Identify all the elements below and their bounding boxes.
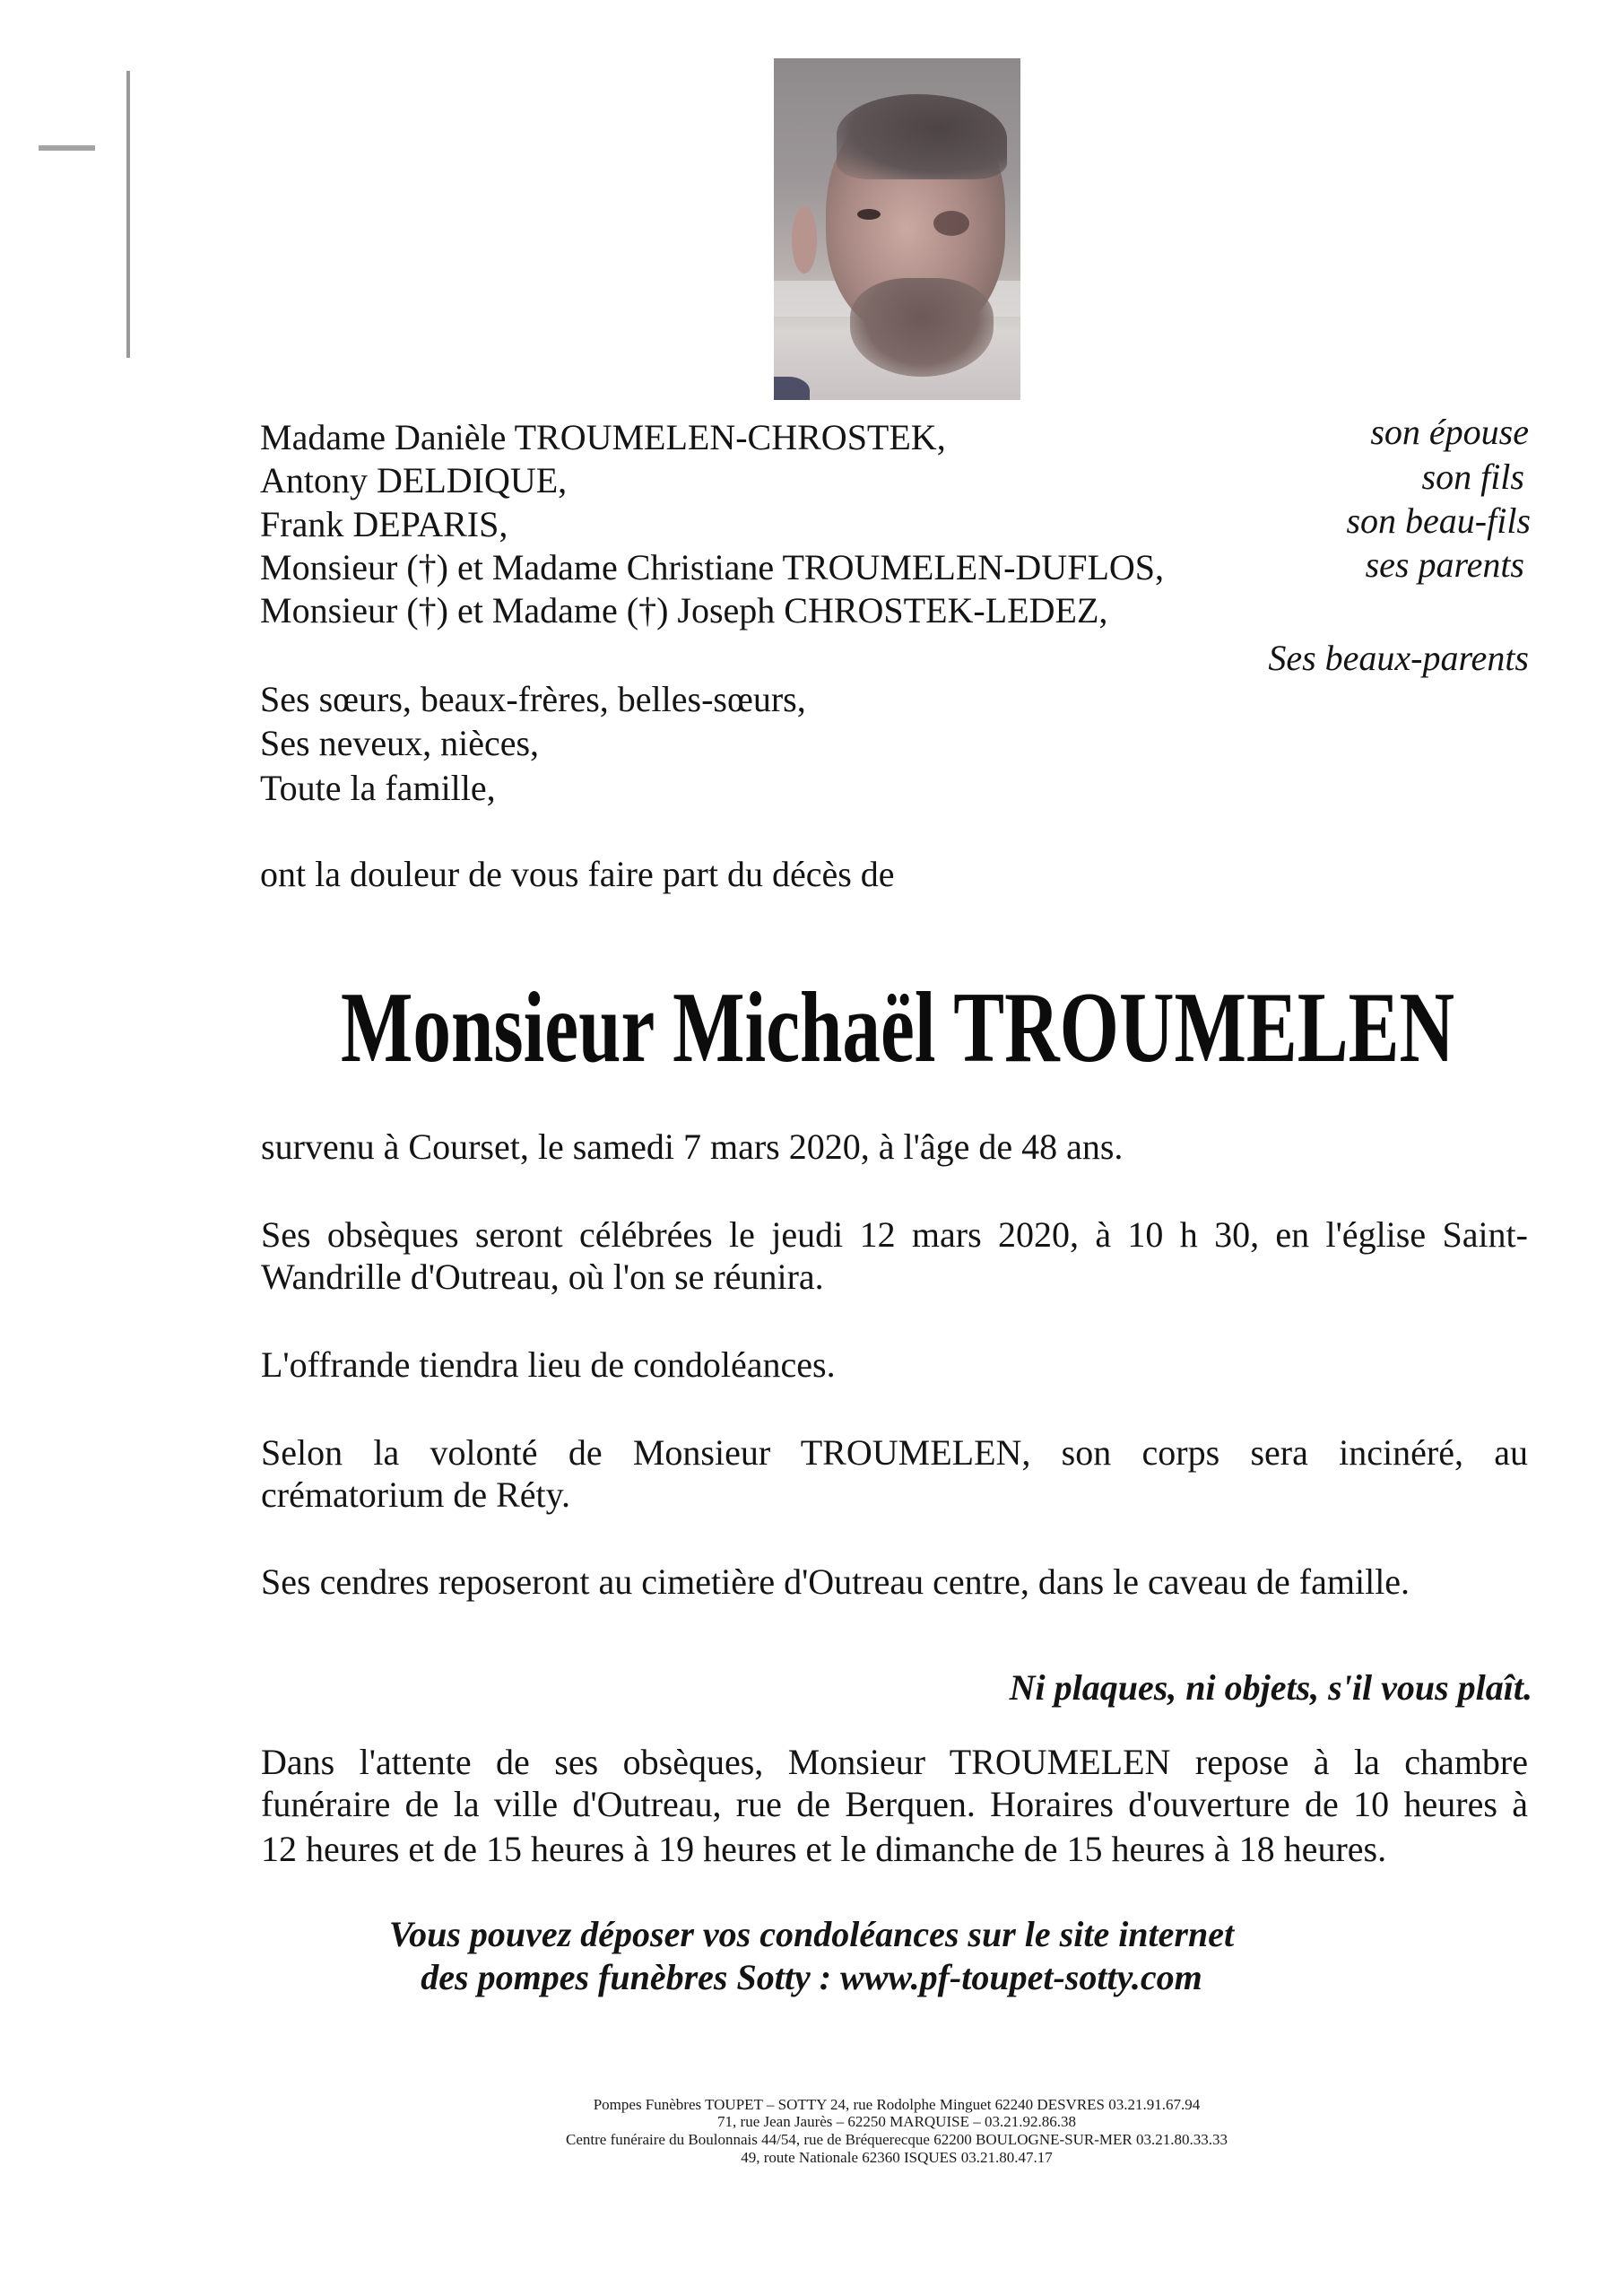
- family-member-name: Madame Danièle TROUMELEN-CHROSTEK,: [260, 417, 946, 457]
- ashes-paragraph: Ses cendres reposeront au cimetière d'Outreau centre, dans le caveau de famille.: [261, 1561, 1410, 1602]
- offering-paragraph: L'offrande tiendra lieu de condoléances.: [261, 1344, 836, 1385]
- extended-family-line: Ses neveux, nièces,: [260, 723, 540, 763]
- cross-vertical-bar: [126, 71, 130, 358]
- deceased-name: Monsieur Michaël TROUMELEN: [341, 972, 1454, 1083]
- condolences-link-line[interactable]: des pompes funèbres Sotty : www.pf-toupet-sotty.com: [421, 1957, 1202, 1997]
- family-member-name: Antony DELDIQUE,: [260, 460, 568, 500]
- photo-hair: [837, 94, 1007, 179]
- extended-family-line: Ses sœurs, beaux-frères, belles-sœurs,: [260, 679, 806, 719]
- paragraph-line: Ses obsèques seront célébrées le jeudi 12 mars 2020, à 10 h 30, en l'église Saint-: [261, 1214, 1528, 1255]
- family-member-relation: son épouse: [1370, 412, 1529, 452]
- family-member-name: Monsieur (†) et Madame (†) Joseph CHROSTEK-LEDEZ,: [260, 590, 1108, 631]
- footer-line: 71, rue Jean Jaurès – 62250 MARQUISE – 03.21.92.86.38: [717, 2113, 1076, 2130]
- family-member-name: Frank DEPARIS,: [260, 504, 508, 544]
- deceased-heading-wrapper: [341, 972, 1454, 1083]
- paragraph-line: Dans l'attente de ses obsèques, Monsieur TROUMELEN repose à la chambre: [261, 1742, 1528, 1782]
- footer-line: 49, route Nationale 62360 ISQUES 03.21.80.47.17: [741, 2149, 1053, 2166]
- paragraph-line: Wandrille d'Outreau, où l'on se réunira.: [261, 1257, 824, 1297]
- family-member-relation: son fils: [1421, 457, 1524, 497]
- announcement-text: ont la douleur de vous faire part du décès de: [260, 854, 895, 894]
- death-paragraph: survenu à Courset, le samedi 7 mars 2020, à l'âge de 48 ans.: [261, 1126, 1124, 1167]
- no-plaques-notice: Ni plaques, ni objets, s'il vous plaît.: [1009, 1667, 1532, 1708]
- portrait-photo: [774, 58, 1020, 400]
- extended-family-line: Toute la famille,: [260, 768, 496, 808]
- paragraph-line: 12 heures et de 15 heures à 19 heures et le dimanche de 15 heures à 18 heures.: [261, 1829, 1387, 1869]
- family-member-relation: son beau-fils: [1346, 500, 1531, 541]
- family-member-name: Monsieur (†) et Madame Christiane TROUMELEN-DUFLOS,: [260, 547, 1165, 587]
- footer-line: Centre funéraire du Boulonnais 44/54, rue de Bréquerecque 62200 BOULOGNE-SUR-MER 03.21.80.33.33: [566, 2131, 1228, 2148]
- photo-eye-right: [933, 211, 969, 236]
- photo-beard: [850, 278, 994, 377]
- family-member-relation: ses parents: [1365, 544, 1524, 585]
- condolences-line: Vous pouvez déposer vos condoléances sur le site internet: [388, 1914, 1235, 1954]
- cross-horizontal-bar: [39, 145, 95, 151]
- photo-shoulder: [774, 377, 810, 400]
- photo-ear: [792, 206, 817, 274]
- paragraph-line: crématorium de Réty.: [261, 1474, 571, 1515]
- paragraph-line: funéraire de la ville d'Outreau, rue de Berquen. Horaires d'ouverture de 10 heures à: [261, 1784, 1528, 1824]
- footer-line: Pompes Funèbres TOUPET – SOTTY 24, rue Rodolphe Minguet 62240 DESVRES 03.21.91.67.94: [593, 2096, 1201, 2113]
- paragraph-line: Selon la volonté de Monsieur TROUMELEN, son corps sera incinéré, au: [261, 1432, 1528, 1473]
- photo-eye-left: [857, 209, 881, 220]
- family-member-relation: Ses beaux-parents: [1268, 638, 1529, 678]
